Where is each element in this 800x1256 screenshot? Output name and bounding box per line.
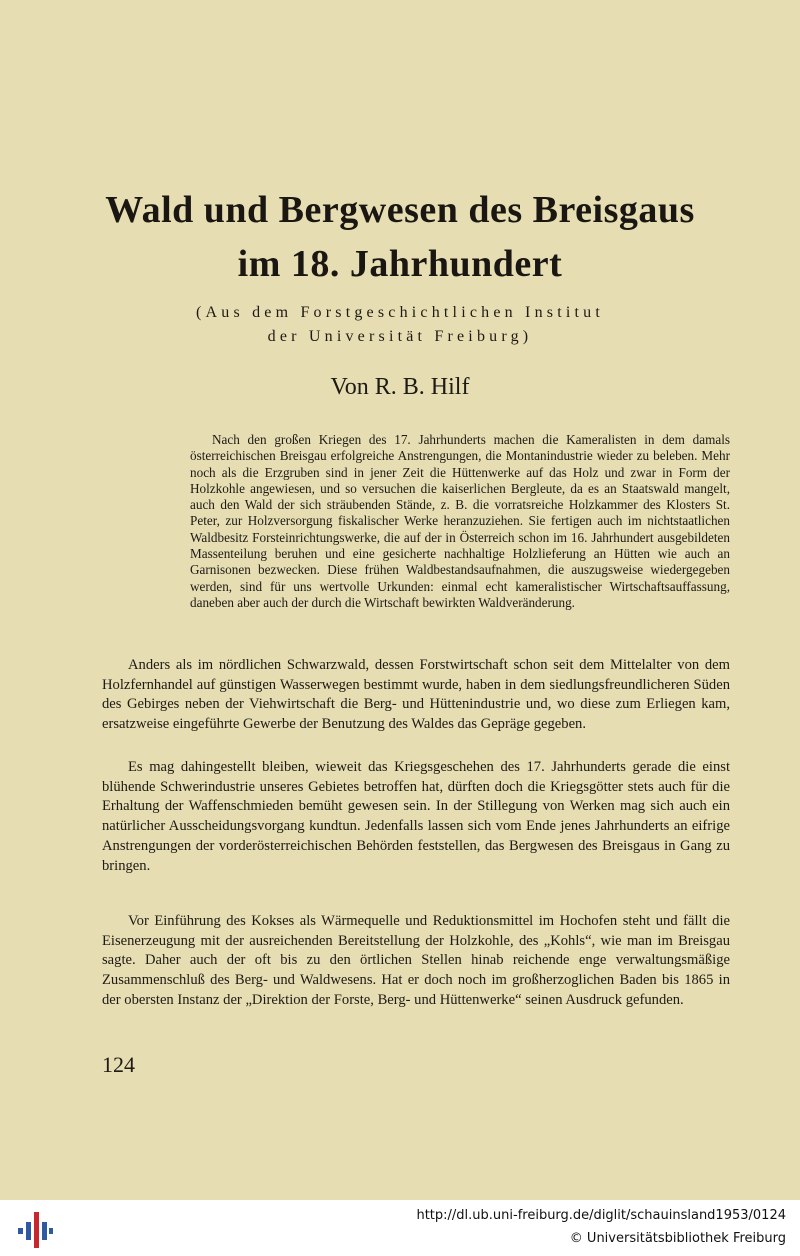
source-url-link[interactable]: http://dl.ub.uni-freiburg.de/diglit/schauinsland1953/0124	[416, 1208, 786, 1223]
body-paragraph-1: Anders als im nördlichen Schwarzwald, dessen Forstwirtschaft schon seit dem Mittelalter von dem Holzfernhandel auf günstigen Wasserwegen bestimmt wurde, haben in dem siedlungsfreundlicheren Süden des Gebirges neben der Viehwirtschaft die Berg- und Hüttenindustrie und, wo diese zum Erliegen kam, ersatzweise eingeführte Gewerbe der Benutzung des Waldes das Gepräge gegeben.	[102, 657, 730, 733]
title-line-1: Wald und Bergwesen des Breisgaus	[105, 189, 695, 231]
subtitle-line-1: (Aus dem Forstgeschichtlichen Institut	[195, 304, 604, 321]
body-paragraph-2: Es mag dahingestellt bleiben, wieweit das Kriegsgeschehen des 17. Jahrhunderts gerade die einst blühende Schwerindustrie unseres Gebietes betroffen hat, dürften doch die Kriegsgötter stets auch für die Erhaltung der Waffenschmieden bemüht gewesen sein. In der Stillegung von Werken mag sich auch ein natürlicher Ausscheidungsvorgang kundtun. Jedenfalls lassen sich vom Ende jenes Jahrhunderts an eifrige Anstrengungen der vorderösterreichischen Behörden feststellen, das Bergwesen des Breisgaus in Gang zu bringen.	[102, 759, 730, 874]
footer-bar	[0, 1200, 800, 1256]
subtitle-line-2: der Universität Freiburg)	[267, 328, 533, 345]
body-paragraph-3: Vor Einführung des Kokses als Wärmequelle und Reduktionsmittel im Hochofen steht und fällt die Eisenerzeugung mit der ausreichenden Bereitstellung der Holzkohle, des „Kohls“, wie man im Breisgau sagte. Daher auch der oft bis zu den örtlichen Stellen hinab reichende enge verwaltungsmäßige Zusammenschluß des Berg- und Waldwesens. Hat er doch noch im großherzoglichen Baden bis 1865 in der obersten Instanz der „Direktion der Forste, Berg- und Hüttenwerke“ seinen Ausdruck gefunden.	[102, 913, 730, 1008]
library-logo-icon	[14, 1210, 54, 1250]
copyright-notice: © Universitätsbibliothek Freiburg	[569, 1231, 786, 1246]
title-line-2: im 18. Jahrhundert	[237, 243, 563, 285]
author-line: Von R. B. Hilf	[330, 374, 470, 400]
page-number: 124	[102, 1052, 135, 1077]
abstract-paragraph: Nach den großen Kriegen des 17. Jahrhunderts machen die Kameralisten in dem damals österreichischen Breisgau erfolgreiche Anstrengungen, die Montanindustrie wieder zu beleben. Mehr noch als die Erzgruben sind in jener Zeit die Hüttenwerke auf das Holz und zwar in Form der Holzkohle angewiesen, und so versuchen die kaiserlichen Bergleute, da es an Staatswald mangelt, auch den Wald der sich sträubenden Stände, z. B. die vorratsreiche Holzkammer des Klosters St. Peter, zur Holzversorgung fiskalischer Werke heranzuziehen. Sie fertigen auch im nichtstaatlichen Waldbesitz Forsteinrichtungswerke, die auf der in Österreich schon im 16. Jahrhundert ausgebildeten Massenteilung beruhen und eine gesicherte nachhaltige Holzlieferung an Hütten wie auch an Garnisonen bezwecken. Diese frühen Waldbestandsaufnahmen, die auszugsweise wiedergegeben werden, sind für uns wertvolle Urkunden: einmal echt kameralistischer Wirtschaftsauffassung, daneben aber auch der durch die Wirtschaft bewirkten Waldveränderung.	[190, 432, 730, 610]
